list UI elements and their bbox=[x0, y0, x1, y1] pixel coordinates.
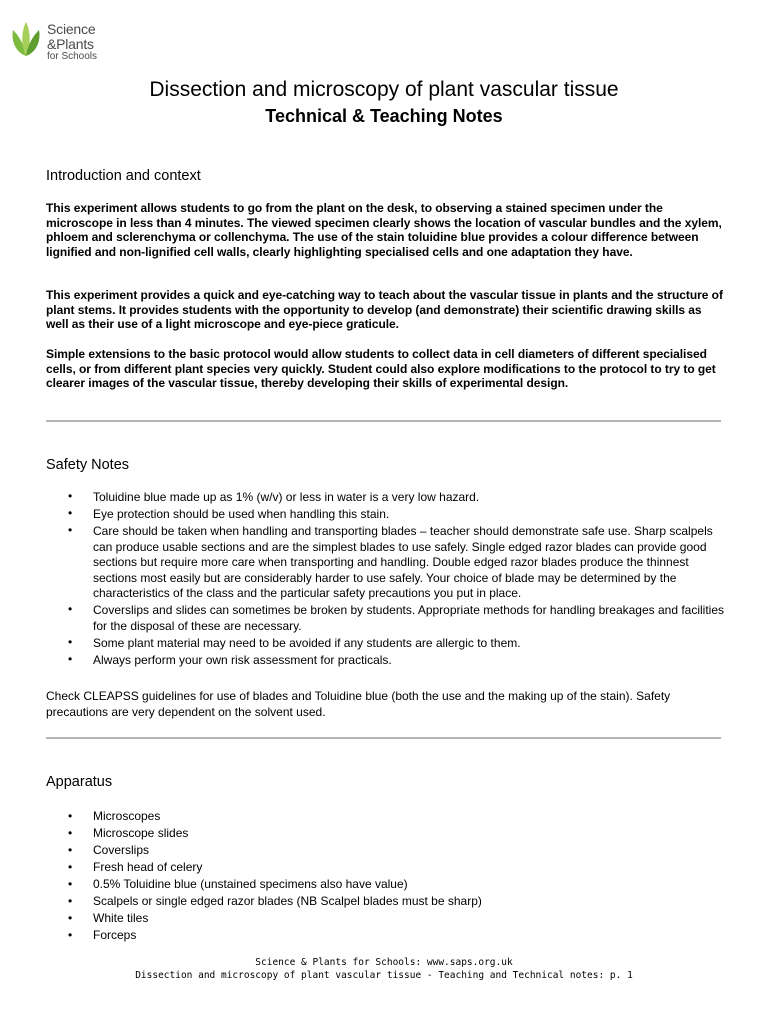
logo-line-1: Science bbox=[47, 21, 96, 37]
intro-paragraph: This experiment provides a quick and eye-catching way to teach about the vascular tissue in plants and the structure of plant stems. It provides students with the opportunity to develop (and demonstrate) their scientific drawing skills as well as their use of a light microscope and eye-piece graticule. bbox=[46, 288, 723, 331]
saps-logo bbox=[9, 22, 119, 64]
list-item: • Microscopes bbox=[46, 808, 726, 825]
apparatus-list bbox=[46, 808, 726, 944]
list-item: • Fresh head of celery bbox=[46, 859, 726, 876]
list-item: • Microscope slides bbox=[46, 825, 726, 842]
safety-note: Check CLEAPSS guidelines for use of blades and Toluidine blue (both the use and the making up of the stain). Safety precautions are very dependent on the solvent used. bbox=[46, 689, 671, 719]
leaf-logo-icon bbox=[9, 22, 43, 58]
safety-list bbox=[46, 489, 726, 669]
document-title: Dissection and microscopy of plant vascular tissue bbox=[149, 78, 619, 101]
page-footer bbox=[0, 956, 768, 982]
intro-paragraph: Simple extensions to the basic protocol would allow students to collect data in cell diameters of different specialised cells, or from different plant species very quickly. Student could also explore modifications to the protocol to try to get clearer images of the vascular tissue, thereby developing their skills of experimental design. bbox=[46, 347, 716, 390]
logo-wordmark bbox=[47, 22, 97, 62]
footer-line-2: Dissection and microscopy of plant vascular tissue - Teaching and Technical notes: p. 1 bbox=[135, 970, 633, 981]
list-item: • Coverslips and slides can sometimes be broken by students. Appropriate methods for handling breakages and facilities for the disposal of these are necessary. bbox=[46, 602, 726, 635]
section-divider bbox=[46, 420, 721, 422]
list-item: • Coverslips bbox=[46, 842, 726, 859]
list-item: • Always perform your own risk assessment for practicals. bbox=[46, 652, 726, 669]
document-subtitle: Technical & Teaching Notes bbox=[265, 106, 503, 126]
footer-line-1: Science & Plants for Schools: www.saps.org.uk bbox=[255, 957, 513, 968]
introduction-heading: Introduction and context bbox=[46, 168, 201, 184]
list-item: • Toluidine blue made up as 1% (w/v) or less in water is a very low hazard. bbox=[46, 489, 726, 506]
list-item: • White tiles bbox=[46, 910, 726, 927]
list-item: • Eye protection should be used when handling this stain. bbox=[46, 506, 726, 523]
intro-paragraph: This experiment allows students to go from the plant on the desk, to observing a stained specimen under the microscope in less than 4 minutes. The viewed specimen clearly shows the location of vascular bundles and the xylem, phloem and sclerenchyma or collenchyma. The use of the stain toluidine blue provides a colour difference between lignified and non-lignified cell walls, clearly highlighting specialised cells and one adaptation they have. bbox=[46, 201, 722, 259]
safety-heading: Safety Notes bbox=[46, 457, 130, 473]
list-item: • Scalpels or single edged razor blades (NB Scalpel blades must be sharp) bbox=[46, 893, 726, 910]
logo-line-3: for Schools bbox=[47, 51, 98, 62]
list-item: • Forceps bbox=[46, 927, 726, 944]
list-item: • Some plant material may need to be avoided if any students are allergic to them. bbox=[46, 635, 726, 652]
section-divider bbox=[46, 737, 721, 739]
list-item: • 0.5% Toluidine blue (unstained specimens also have value) bbox=[46, 876, 726, 893]
logo-line-2: &Plants bbox=[47, 36, 94, 52]
apparatus-heading: Apparatus bbox=[46, 774, 113, 790]
list-item: • Care should be taken when handling and transporting blades – teacher should demonstrate safe use. Sharp scalpels can produce usable sections and are the simplest blades to use safely. Single edged razor blades can provide good sections but require more care when transporting and handling. Double edged razor blades produce the thinnest sections most easily but are considerably harder to use safely. Your choice of blade may be determined by the characteristics of the class and the particular safety precautions you put in place. bbox=[46, 523, 726, 602]
